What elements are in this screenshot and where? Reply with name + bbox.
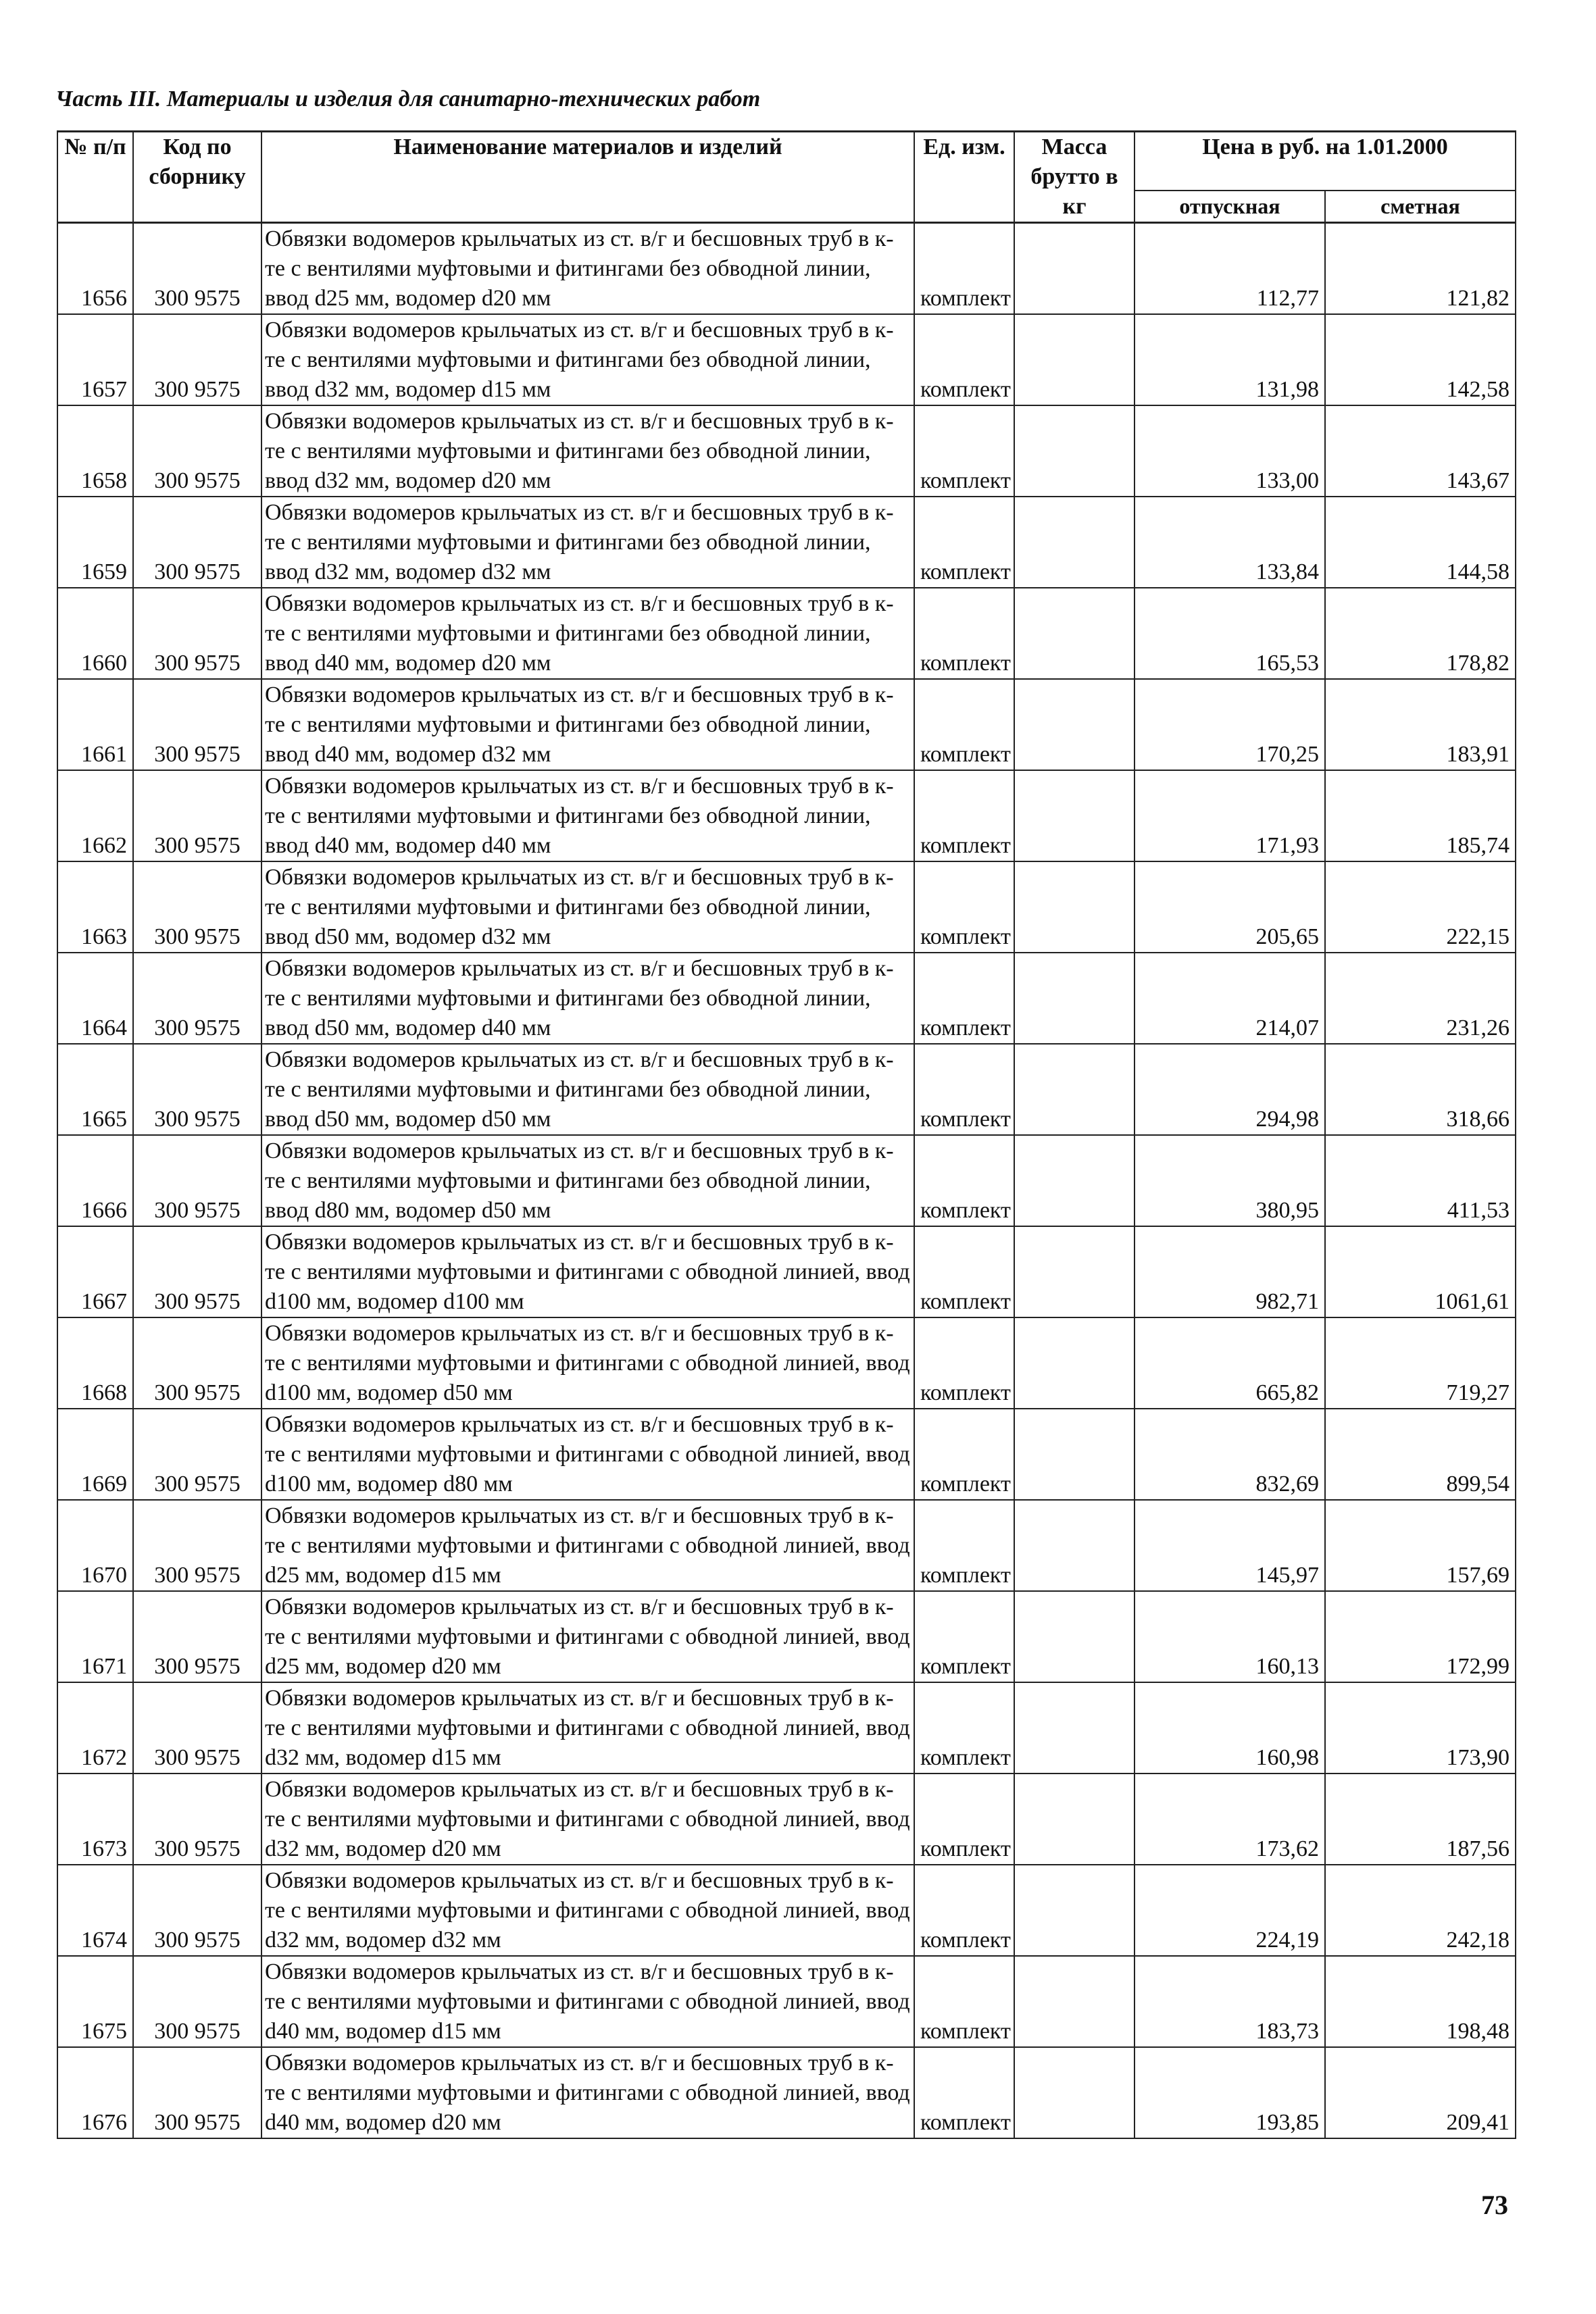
row-price-release: 224,19 <box>1134 1865 1325 1956</box>
table-row <box>57 770 1516 861</box>
row-unit: комплект <box>914 1591 1014 1682</box>
table-row <box>57 588 1516 679</box>
table-row <box>57 497 1516 588</box>
row-price-release: 380,95 <box>1134 1135 1325 1226</box>
row-number: 1669 <box>57 1409 133 1500</box>
row-name: Обвязки водомеров крыльчатых из ст. в/г и бесшовных труб в к-те с вентилями муфтовыми и фитингами с обводной линией, ввод d100 мм, водомер d80 мм <box>261 1409 914 1500</box>
row-code: 300 9575 <box>133 1317 261 1409</box>
row-code: 300 9575 <box>133 2047 261 2138</box>
row-number: 1663 <box>57 861 133 953</box>
row-price-estimate: 198,48 <box>1325 1956 1516 2047</box>
row-name: Обвязки водомеров крыльчатых из ст. в/г и бесшовных труб в к-те с вентилями муфтовыми и фитингами без обводной линии, ввод d50 мм, водомер d32 мм <box>261 861 914 953</box>
row-unit: комплект <box>914 1865 1014 1956</box>
table-row <box>57 1591 1516 1682</box>
row-code: 300 9575 <box>133 1226 261 1317</box>
row-mass <box>1014 1135 1134 1226</box>
row-price-release: 133,84 <box>1134 497 1325 588</box>
row-price-estimate: 242,18 <box>1325 1865 1516 1956</box>
row-code: 300 9575 <box>133 679 261 770</box>
row-price-release: 193,85 <box>1134 2047 1325 2138</box>
row-price-release: 170,25 <box>1134 679 1325 770</box>
row-number: 1674 <box>57 1865 133 1956</box>
table-row <box>57 1226 1516 1317</box>
row-unit: комплект <box>914 1044 1014 1135</box>
row-code: 300 9575 <box>133 1865 261 1956</box>
page-number: 73 <box>1481 2190 1508 2220</box>
row-mass <box>1014 497 1134 588</box>
table-row <box>57 1135 1516 1226</box>
row-price-release: 145,97 <box>1134 1500 1325 1591</box>
row-unit: комплект <box>914 1682 1014 1774</box>
row-mass <box>1014 1044 1134 1135</box>
row-price-release: 214,07 <box>1134 953 1325 1044</box>
row-number: 1675 <box>57 1956 133 2047</box>
row-unit: комплект <box>914 497 1014 588</box>
row-code: 300 9575 <box>133 1682 261 1774</box>
row-mass <box>1014 1865 1134 1956</box>
table-body <box>57 223 1516 2139</box>
row-price-estimate: 173,90 <box>1325 1682 1516 1774</box>
row-price-release: 160,13 <box>1134 1591 1325 1682</box>
row-number: 1668 <box>57 1317 133 1409</box>
row-price-estimate: 231,26 <box>1325 953 1516 1044</box>
row-unit: комплект <box>914 1956 1014 2047</box>
row-number: 1667 <box>57 1226 133 1317</box>
row-number: 1660 <box>57 588 133 679</box>
header-price: Цена в руб. на 1.01.2000 <box>1134 132 1516 191</box>
row-mass <box>1014 2047 1134 2138</box>
row-price-estimate: 185,74 <box>1325 770 1516 861</box>
row-price-estimate: 178,82 <box>1325 588 1516 679</box>
row-code: 300 9575 <box>133 861 261 953</box>
row-name: Обвязки водомеров крыльчатых из ст. в/г и бесшовных труб в к-те с вентилями муфтовыми и фитингами без обводной линии, ввод d40 мм, водомер d20 мм <box>261 588 914 679</box>
row-code: 300 9575 <box>133 314 261 405</box>
row-mass <box>1014 588 1134 679</box>
table-row <box>57 1956 1516 2047</box>
row-unit: комплект <box>914 2047 1014 2138</box>
row-name: Обвязки водомеров крыльчатых из ст. в/г и бесшовных труб в к-те с вентилями муфтовыми и фитингами без обводной линии, ввод d50 мм, водомер d40 мм <box>261 953 914 1044</box>
row-code: 300 9575 <box>133 1591 261 1682</box>
row-code: 300 9575 <box>133 953 261 1044</box>
row-name: Обвязки водомеров крыльчатых из ст. в/г и бесшовных труб в к-те с вентилями муфтовыми и фитингами без обводной линии, ввод d50 мм, водомер d50 мм <box>261 1044 914 1135</box>
table-row <box>57 1317 1516 1409</box>
table-row <box>57 1500 1516 1591</box>
table-row <box>57 1682 1516 1774</box>
row-mass <box>1014 1409 1134 1500</box>
row-code: 300 9575 <box>133 1500 261 1591</box>
row-unit: комплект <box>914 223 1014 315</box>
row-mass <box>1014 1774 1134 1865</box>
row-price-release: 982,71 <box>1134 1226 1325 1317</box>
row-name: Обвязки водомеров крыльчатых из ст. в/г и бесшовных труб в к-те с вентилями муфтовыми и фитингами без обводной линии, ввод d32 мм, водомер d20 мм <box>261 405 914 497</box>
row-mass <box>1014 405 1134 497</box>
row-unit: комплект <box>914 1500 1014 1591</box>
row-unit: комплект <box>914 770 1014 861</box>
header-row <box>57 132 1516 191</box>
table-row <box>57 1409 1516 1500</box>
row-price-release: 173,62 <box>1134 1774 1325 1865</box>
row-code: 300 9575 <box>133 1044 261 1135</box>
row-price-release: 294,98 <box>1134 1044 1325 1135</box>
row-unit: комплект <box>914 1226 1014 1317</box>
row-code: 300 9575 <box>133 1135 261 1226</box>
row-name: Обвязки водомеров крыльчатых из ст. в/г и бесшовных труб в к-те с вентилями муфтовыми и фитингами с обводной линией, ввод d40 мм, водомер d15 мм <box>261 1956 914 2047</box>
row-unit: комплект <box>914 405 1014 497</box>
row-number: 1659 <box>57 497 133 588</box>
row-price-release: 160,98 <box>1134 1682 1325 1774</box>
row-mass <box>1014 953 1134 1044</box>
row-price-estimate: 318,66 <box>1325 1044 1516 1135</box>
materials-price-table <box>57 130 1516 2139</box>
table-row <box>57 405 1516 497</box>
row-name: Обвязки водомеров крыльчатых из ст. в/г и бесшовных труб в к-те с вентилями муфтовыми и фитингами с обводной линией, ввод d32 мм, водомер d15 мм <box>261 1682 914 1774</box>
row-unit: комплект <box>914 1317 1014 1409</box>
row-number: 1670 <box>57 1500 133 1591</box>
row-name: Обвязки водомеров крыльчатых из ст. в/г и бесшовных труб в к-те с вентилями муфтовыми и фитингами с обводной линией, ввод d40 мм, водомер d20 мм <box>261 2047 914 2138</box>
part-title: Часть III. Материалы и изделия для санитарно-технических работ <box>55 86 761 111</box>
table-row <box>57 861 1516 953</box>
row-code: 300 9575 <box>133 770 261 861</box>
row-number: 1665 <box>57 1044 133 1135</box>
row-code: 300 9575 <box>133 588 261 679</box>
row-mass <box>1014 861 1134 953</box>
row-price-estimate: 144,58 <box>1325 497 1516 588</box>
row-code: 300 9575 <box>133 497 261 588</box>
row-name: Обвязки водомеров крыльчатых из ст. в/г и бесшовных труб в к-те с вентилями муфтовыми и фитингами с обводной линией, ввод d25 мм, водомер d15 мм <box>261 1500 914 1591</box>
row-name: Обвязки водомеров крыльчатых из ст. в/г и бесшовных труб в к-те с вентилями муфтовыми и фитингами без обводной линии, ввод d32 мм, водомер d15 мм <box>261 314 914 405</box>
table-row <box>57 1774 1516 1865</box>
header-name: Наименование материалов и изделий <box>261 132 914 223</box>
row-price-estimate: 1061,61 <box>1325 1226 1516 1317</box>
row-number: 1662 <box>57 770 133 861</box>
row-price-release: 165,53 <box>1134 588 1325 679</box>
row-price-estimate: 142,58 <box>1325 314 1516 405</box>
table-row <box>57 2047 1516 2138</box>
table-row <box>57 679 1516 770</box>
row-mass <box>1014 1591 1134 1682</box>
header-price-release: отпускная <box>1134 191 1325 222</box>
row-price-estimate: 121,82 <box>1325 223 1516 315</box>
row-code: 300 9575 <box>133 405 261 497</box>
row-name: Обвязки водомеров крыльчатых из ст. в/г и бесшовных труб в к-те с вентилями муфтовыми и фитингами с обводной линией, ввод d32 мм, водомер d20 мм <box>261 1774 914 1865</box>
row-name: Обвязки водомеров крыльчатых из ст. в/г и бесшовных труб в к-те с вентилями муфтовыми и фитингами без обводной линии, ввод d25 мм, водомер d20 мм <box>261 223 914 315</box>
row-unit: комплект <box>914 861 1014 953</box>
row-price-release: 112,77 <box>1134 223 1325 315</box>
row-price-release: 183,73 <box>1134 1956 1325 2047</box>
row-price-release: 205,65 <box>1134 861 1325 953</box>
row-number: 1676 <box>57 2047 133 2138</box>
row-number: 1671 <box>57 1591 133 1682</box>
row-code: 300 9575 <box>133 1774 261 1865</box>
row-unit: комплект <box>914 1135 1014 1226</box>
row-mass <box>1014 770 1134 861</box>
row-code: 300 9575 <box>133 1956 261 2047</box>
row-number: 1661 <box>57 679 133 770</box>
table-row <box>57 223 1516 315</box>
row-number: 1664 <box>57 953 133 1044</box>
row-price-release: 665,82 <box>1134 1317 1325 1409</box>
row-price-estimate: 172,99 <box>1325 1591 1516 1682</box>
row-price-release: 133,00 <box>1134 405 1325 497</box>
row-number: 1666 <box>57 1135 133 1226</box>
row-number: 1673 <box>57 1774 133 1865</box>
table-row <box>57 314 1516 405</box>
row-mass <box>1014 1226 1134 1317</box>
row-name: Обвязки водомеров крыльчатых из ст. в/г и бесшовных труб в к-те с вентилями муфтовыми и фитингами с обводной линией, ввод d25 мм, водомер d20 мм <box>261 1591 914 1682</box>
row-number: 1656 <box>57 223 133 315</box>
row-mass <box>1014 1682 1134 1774</box>
row-unit: комплект <box>914 679 1014 770</box>
row-unit: комплект <box>914 1774 1014 1865</box>
row-mass <box>1014 1956 1134 2047</box>
row-mass <box>1014 223 1134 315</box>
table-row <box>57 953 1516 1044</box>
row-mass <box>1014 1500 1134 1591</box>
row-price-estimate: 157,69 <box>1325 1500 1516 1591</box>
row-price-estimate: 187,56 <box>1325 1774 1516 1865</box>
header-num: № п/п <box>57 132 133 223</box>
table-row <box>57 1865 1516 1956</box>
row-name: Обвязки водомеров крыльчатых из ст. в/г и бесшовных труб в к-те с вентилями муфтовыми и фитингами без обводной линии, ввод d32 мм, водомер d32 мм <box>261 497 914 588</box>
row-name: Обвязки водомеров крыльчатых из ст. в/г и бесшовных труб в к-те с вентилями муфтовыми и фитингами без обводной линии, ввод d40 мм, водомер d40 мм <box>261 770 914 861</box>
row-unit: комплект <box>914 588 1014 679</box>
row-code: 300 9575 <box>133 1409 261 1500</box>
row-number: 1672 <box>57 1682 133 1774</box>
row-name: Обвязки водомеров крыльчатых из ст. в/г и бесшовных труб в к-те с вентилями муфтовыми и фитингами с обводной линией, ввод d100 мм, водомер d100 мм <box>261 1226 914 1317</box>
row-unit: комплект <box>914 314 1014 405</box>
row-price-estimate: 222,15 <box>1325 861 1516 953</box>
row-price-estimate: 143,67 <box>1325 405 1516 497</box>
row-price-estimate: 899,54 <box>1325 1409 1516 1500</box>
header-mass: Масса брутто в кг <box>1014 132 1134 223</box>
row-unit: комплект <box>914 1409 1014 1500</box>
row-name: Обвязки водомеров крыльчатых из ст. в/г и бесшовных труб в к-те с вентилями муфтовыми и фитингами без обводной линии, ввод d40 мм, водомер d32 мм <box>261 679 914 770</box>
row-price-estimate: 209,41 <box>1325 2047 1516 2138</box>
row-price-estimate: 719,27 <box>1325 1317 1516 1409</box>
row-name: Обвязки водомеров крыльчатых из ст. в/г и бесшовных труб в к-те с вентилями муфтовыми и фитингами с обводной линией, ввод d100 мм, водомер d50 мм <box>261 1317 914 1409</box>
header-unit: Ед. изм. <box>914 132 1014 223</box>
row-number: 1657 <box>57 314 133 405</box>
header-price-estimate: сметная <box>1325 191 1516 222</box>
row-mass <box>1014 679 1134 770</box>
row-mass <box>1014 1317 1134 1409</box>
row-price-estimate: 411,53 <box>1325 1135 1516 1226</box>
row-name: Обвязки водомеров крыльчатых из ст. в/г и бесшовных труб в к-те с вентилями муфтовыми и фитингами с обводной линией, ввод d32 мм, водомер d32 мм <box>261 1865 914 1956</box>
row-number: 1658 <box>57 405 133 497</box>
row-unit: комплект <box>914 953 1014 1044</box>
row-code: 300 9575 <box>133 223 261 315</box>
row-name: Обвязки водомеров крыльчатых из ст. в/г и бесшовных труб в к-те с вентилями муфтовыми и фитингами без обводной линии, ввод d80 мм, водомер d50 мм <box>261 1135 914 1226</box>
table-row <box>57 1044 1516 1135</box>
row-price-release: 131,98 <box>1134 314 1325 405</box>
row-mass <box>1014 314 1134 405</box>
row-price-release: 171,93 <box>1134 770 1325 861</box>
row-price-release: 832,69 <box>1134 1409 1325 1500</box>
row-price-estimate: 183,91 <box>1325 679 1516 770</box>
header-code: Код по сборнику <box>133 132 261 223</box>
